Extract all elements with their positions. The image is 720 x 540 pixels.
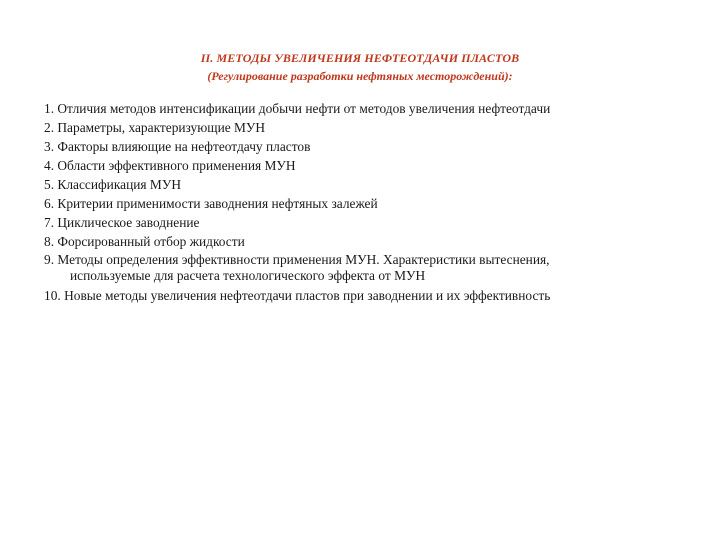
slide-subtitle: (Регулирование разработки нефтяных месторождений): (207, 69, 513, 83)
list-item: 2. Параметры, характеризующие МУН (44, 120, 266, 135)
list-item: 1. Отличия методов интенсификации добычи нефти от методов увеличения нефтеотдачи (44, 101, 551, 116)
list-item: 5. Классификация МУН (44, 177, 181, 192)
list-item-continuation: используемые для расчета технологического эффекта от МУН (70, 268, 426, 283)
list-item: 4. Области эффективного применения МУН (44, 158, 296, 173)
list-item: 8. Форсированный отбор жидкости (44, 234, 245, 249)
list-item: 7. Циклическое заводнение (44, 215, 200, 230)
list-item: 6. Критерии применимости заводнения нефтяных залежей (44, 196, 378, 211)
list-item-multiline (44, 251, 684, 286)
list-item-text: 9. Методы определения эффективности применения МУН. Характеристики вытеснения, (44, 252, 550, 267)
topic-list (44, 99, 684, 305)
list-item: 3. Факторы влияющие на нефтеотдачу пластов (44, 139, 311, 154)
list-item: 10. Новые методы увеличения нефтеотдачи пластов при заводнении и их эффективность (44, 288, 551, 303)
slide-title: II. МЕТОДЫ УВЕЛИЧЕНИЯ НЕФТЕОТДАЧИ ПЛАСТОВ (200, 51, 520, 65)
title-block (0, 50, 720, 84)
